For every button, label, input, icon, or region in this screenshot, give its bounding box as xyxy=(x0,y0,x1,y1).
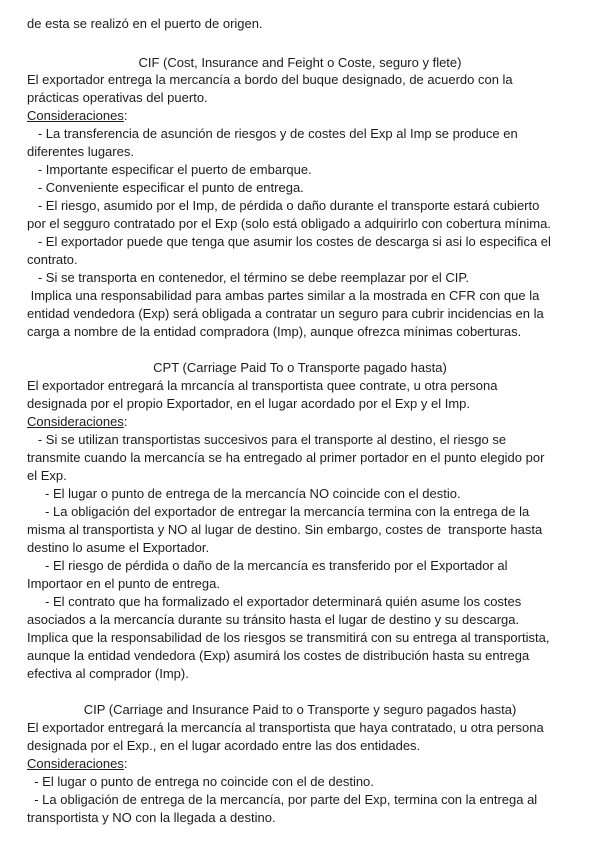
considerations-label: Consideraciones xyxy=(27,756,124,771)
considerations-label: Consideraciones xyxy=(27,414,124,429)
cpt-considerations-heading xyxy=(27,413,127,430)
cif-item-line: por el segguro contratado por el Exp (solo está obligado a adquirirlo con cobertura mínima. xyxy=(27,216,551,231)
cpt-item-line: - Si se utilizan transportistas succesivos para el transporte al destino, el riesgo se xyxy=(27,432,507,447)
cip-item-line: - La obligación de entrega de la mercancía, por parte del Exp, termina con la entrega al xyxy=(27,792,538,807)
cif-item-line: - Si se transporta en contenedor, el término se debe reemplazar por el CIP. xyxy=(27,270,469,285)
cpt-item-line: misma al transportista y NO al lugar de destino. Sin embargo, costes de transporte hasta xyxy=(27,522,543,537)
cpt-item-line: Implica que la responsabilidad de los riesgos se transmitirá con su entrega al transportista, xyxy=(27,630,550,645)
cif-item-line: - Importante especificar el puerto de embarque. xyxy=(27,162,312,177)
considerations-colon: : xyxy=(123,108,128,123)
considerations-colon: : xyxy=(123,414,128,429)
cif-item-line: contrato. xyxy=(27,252,78,267)
cpt-item-line: - El lugar o punto de entrega de la mercancía NO coincide con el destio. xyxy=(27,486,461,501)
cif-intro-line: El exportador entrega la mercancía a bordo del buque designado, de acuerdo con la xyxy=(27,72,513,87)
cif-summary-line: Implica una responsabilidad para ambas partes similar a la mostrada en CFR con que la xyxy=(27,288,540,303)
considerations-label: Consideraciones xyxy=(27,108,124,123)
cif-title: CIF (Cost, Insurance and Feight o Coste, seguro y flete) xyxy=(138,55,462,70)
cip-item-line: transportista y NO con la llegada a destino. xyxy=(27,810,276,825)
cpt-item-line: efectiva al comprador (Imp). xyxy=(27,666,189,681)
cpt-intro-line: El exportador entregará la mrcancía al transportista quee contrate, u otra persona xyxy=(27,378,498,393)
cip-intro-line: El exportador entregará la mercancía al transportista que haya contratado, u otra persona xyxy=(27,720,544,735)
cpt-item-line: transmite cuando la mercancía se ha entregado al primer portador en el punto elegido por xyxy=(27,450,545,465)
cpt-item-line: asociados a la mercancía durante su tránsito hasta el lugar de destino y su descarga. xyxy=(27,612,520,627)
cip-item-line: - El lugar o punto de entrega no coincide con el de destino. xyxy=(27,774,374,789)
cpt-item-line: aunque la entidad vendedora (Exp) asumirá los costes de distribución hasta su entrega xyxy=(27,648,530,663)
cif-summary-line: carga a nombre de la entidad compradora (Imp), aunque ofrezca mínimas coberturas. xyxy=(27,324,522,339)
cif-intro-line: prácticas operativas del puerto. xyxy=(27,90,208,105)
cif-item-line: - La transferencia de asunción de riesgos y de costes del Exp al Imp se produce en xyxy=(27,126,518,141)
considerations-colon: : xyxy=(123,756,128,771)
cip-intro-line: designada por el Exp., en el lugar acordado entre las dos entidades. xyxy=(27,738,421,753)
cpt-item-line: Importaor en el punto de entrega. xyxy=(27,576,220,591)
top-line: de esta se realizó en el puerto de origen. xyxy=(27,16,263,31)
cpt-item-line: el Exp. xyxy=(27,468,67,483)
cpt-item-line: - El riesgo de pérdida o daño de la mercancía es transferido por el Exportador al xyxy=(27,558,508,573)
cpt-title: CPT (Carriage Paid To o Transporte pagado hasta) xyxy=(153,360,447,375)
cpt-item-line: - La obligación del exportador de entregar la mercancía termina con la entrega de la xyxy=(27,504,530,519)
cip-title: CIP (Carriage and Insurance Paid to o Transporte y seguro pagados hasta) xyxy=(83,702,517,717)
cpt-intro-line: designada por el propio Exportador, en el lugar acordado por el Exp y el Imp. xyxy=(27,396,470,411)
cip-considerations-heading xyxy=(27,755,127,772)
cif-item-line: diferentes lugares. xyxy=(27,144,134,159)
cpt-item-line: - El contrato que ha formalizado el exportador determinará quién asume los costes xyxy=(27,594,522,609)
cif-considerations-heading xyxy=(27,107,127,124)
cif-item-line: - El exportador puede que tenga que asumir los costes de descarga si asi lo especifica el xyxy=(27,234,551,249)
cpt-item-line: destino lo asume el Exportador. xyxy=(27,540,210,555)
cif-summary-line: entidad vendedora (Exp) será obligada a contratar un seguro para cubrir incidencias en la xyxy=(27,306,544,321)
cif-item-line: - Conveniente especificar el punto de entrega. xyxy=(27,180,304,195)
cif-item-line: - El riesgo, asumido por el Imp, de pérdida o daño durante el transporte estará cubierto xyxy=(27,198,540,213)
